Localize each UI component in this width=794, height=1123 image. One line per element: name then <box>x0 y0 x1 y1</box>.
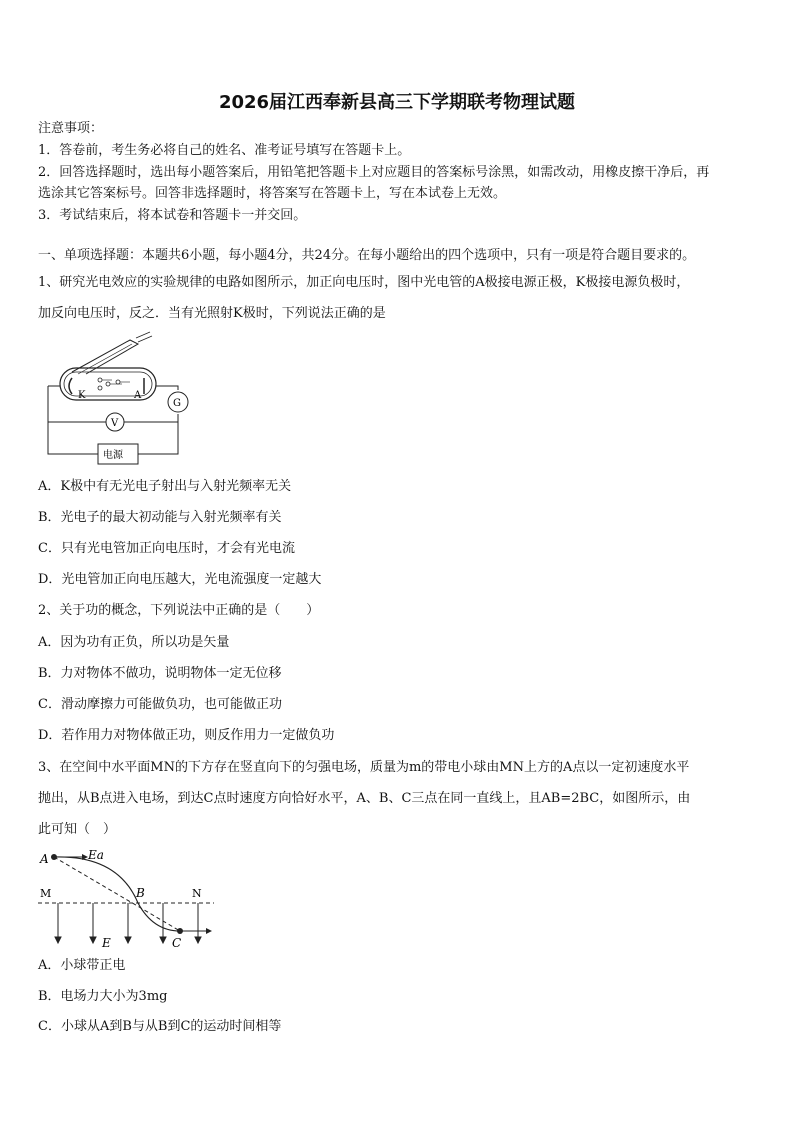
point-a-label: A <box>40 852 49 866</box>
voltmeter-label: V <box>111 418 119 429</box>
q1-circuit-figure <box>38 330 198 470</box>
q1-option-c: C．只有光电管加正向电压时，才会有光电流 <box>38 541 295 556</box>
q2-option-a: A．因为功有正负，所以功是矢量 <box>38 635 230 650</box>
q3-stem-line1: 3、在空间中水平面MN的下方存在竖直向下的匀强电场，质量为m的带电小球由MN上方的A点以一定初速度水平 <box>38 760 690 775</box>
q3-option-c: C．小球从A到B与从B到C的运动时间相等 <box>38 1019 282 1034</box>
point-b-label: B <box>136 886 145 900</box>
anode-label: A <box>134 390 142 401</box>
q3-option-a: A．小球带正电 <box>38 958 126 973</box>
q1-stem-line2: 加反向电压时，反之．当有光照射K极时，下列说法正确的是 <box>38 306 386 321</box>
point-n-label: N <box>192 887 202 900</box>
q2-option-d: D．若作用力对物体做正功，则反作用力一定做负功 <box>38 728 335 743</box>
field-e-label: E <box>102 936 111 950</box>
ea-label: Ea <box>88 848 104 862</box>
cathode-label: K <box>78 390 86 401</box>
q2-stem: 2、关于功的概念，下列说法中正确的是（ ） <box>38 603 320 618</box>
section-heading: 一、单项选择题：本题共6小题，每小题4分，共24分。在每小题给出的四个选项中，只有一项是符合题目要求的。 <box>38 248 696 263</box>
q2-option-c: C．滑动摩擦力可能做负功，也可能做正功 <box>38 697 282 712</box>
page-title: 2026届江西奉新县高三下学期联考物理试题 <box>218 92 576 113</box>
notice-item-3: 3．考试结束后，将本试卷和答题卡一并交回。 <box>38 208 307 223</box>
q1-option-a: A．K极中有无光电子射出与入射光频率无关 <box>38 479 292 494</box>
notice-heading: 注意事项： <box>38 121 104 136</box>
notice-item-2: 2．回答选择题时，选出每小题答案后，用铅笔把答题卡上对应题目的答案标号涂黑，如需改动，用橡皮擦干净后，再 <box>38 165 710 180</box>
notice-item-1: 1．答卷前，考生务必将自己的姓名、准考证号填写在答题卡上。 <box>38 143 411 158</box>
point-c-label: C <box>172 936 182 950</box>
q3-field-figure <box>38 843 224 953</box>
point-m-label: M <box>40 887 52 900</box>
q3-option-b: B．电场力大小为3mg <box>38 989 168 1004</box>
q1-stem-line1: 1、研究光电效应的实验规律的电路如图所示，加正向电压时，图中光电管的A极接电源正极，K极接电源负极时， <box>38 275 690 290</box>
notice-item-2-cont: 选涂其它答案标号。回答非选择题时，将答案写在答题卡上，写在本试卷上无效。 <box>38 186 507 201</box>
q2-option-b: B．力对物体不做功，说明物体一定无位移 <box>38 666 282 681</box>
q3-stem-line3: 此可知（ ） <box>38 822 117 837</box>
power-supply-label: 电源 <box>103 450 123 461</box>
q3-stem-line2: 抛出，从B点进入电场，到达C点时速度方向恰好水平，A、B、C三点在同一直线上，且AB=2BC，如图所示，由 <box>38 791 691 806</box>
q1-option-b: B．光电子的最大初动能与入射光频率有关 <box>38 510 282 525</box>
q1-option-d: D．光电管加正向电压越大，光电流强度一定越大 <box>38 572 322 587</box>
galvanometer-label: G <box>173 398 181 409</box>
